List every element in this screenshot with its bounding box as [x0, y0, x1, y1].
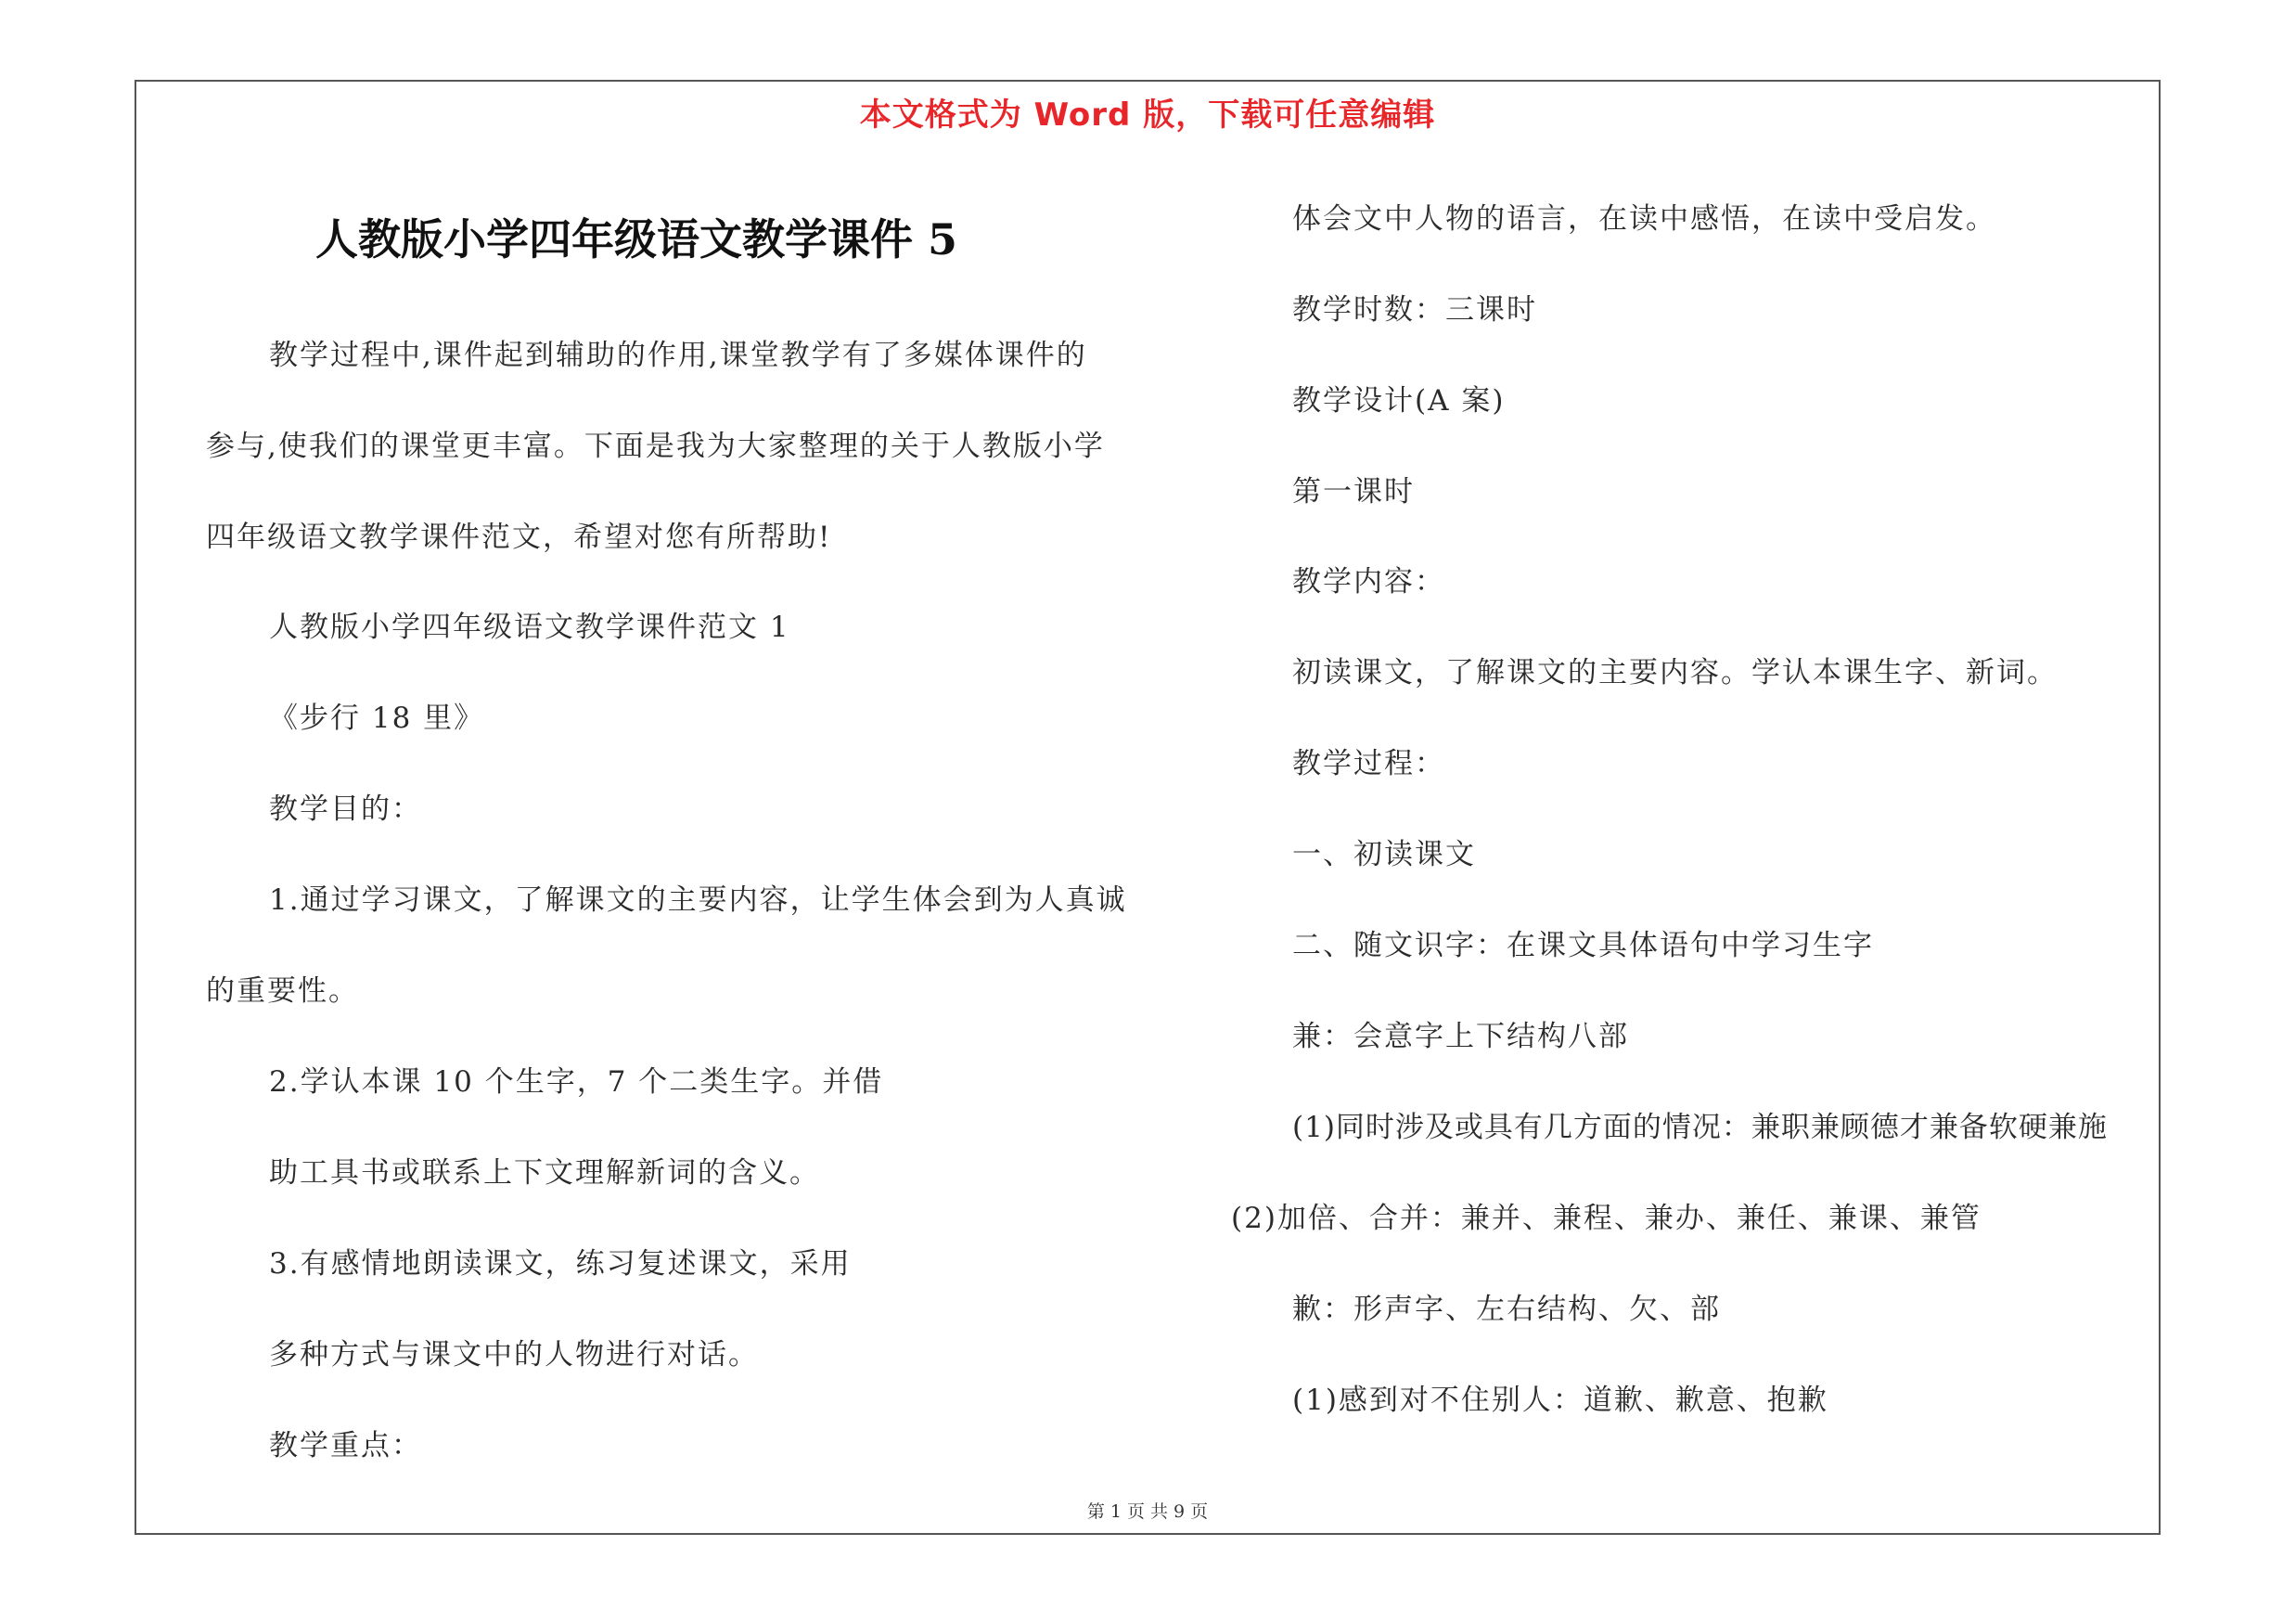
right-line-9: 二、随文识字：在课文具体语句中学习生字	[1292, 929, 1874, 962]
format-banner: 本文格式为 Word 版，下载可任意编辑	[859, 97, 1436, 134]
right-line-10: 兼：会意字上下结构八部	[1292, 1020, 1629, 1053]
right-line-14: (1)感到对不住别人：道歉、歉意、抱歉	[1292, 1384, 1828, 1417]
right-line-2: 教学时数：三课时	[1292, 293, 1537, 327]
left-line-6: 教学目的：	[269, 792, 422, 826]
right-line-3: 教学设计(A 案)	[1292, 384, 1506, 418]
left-line-9: 2.学认本课 10 个生字，7 个二类生字。并借	[269, 1065, 884, 1099]
left-line-7: 1.通过学习课文，了解课文的主要内容，让学生体会到为人真诚	[269, 883, 1127, 917]
page-number-footer: 第 1 页 共 9 页	[1086, 1501, 1209, 1522]
page-frame	[135, 80, 2161, 1535]
left-line-13: 教学重点：	[269, 1429, 422, 1462]
right-line-5: 教学内容：	[1292, 565, 1445, 599]
left-line-3: 四年级语文教学课件范文，希望对您有所帮助!	[206, 521, 832, 554]
left-line-1: 教学过程中,课件起到辅助的作用,课堂教学有了多媒体课件的	[269, 339, 1087, 372]
right-line-11: (1)同时涉及或具有几方面的情况：兼职兼顾德才兼备软硬兼施	[1292, 1111, 2108, 1144]
right-line-12: (2)加倍、合并：兼并、兼程、兼办、兼任、兼课、兼管	[1231, 1202, 1982, 1235]
document-title: 人教版小学四年级语文教学课件 5	[315, 214, 958, 264]
left-line-10: 助工具书或联系上下文理解新词的含义。	[269, 1156, 820, 1190]
right-line-6: 初读课文，了解课文的主要内容。学认本课生字、新词。	[1292, 656, 2058, 689]
left-line-5: 《步行 18 里》	[269, 702, 485, 735]
left-line-12: 多种方式与课文中的人物进行对话。	[269, 1338, 759, 1372]
right-line-4: 第一课时	[1292, 475, 1415, 509]
right-line-1: 体会文中人物的语言，在读中感悟，在读中受启发。	[1292, 202, 1996, 236]
left-line-11: 3.有感情地朗读课文，练习复述课文，采用	[269, 1247, 852, 1281]
right-line-8: 一、初读课文	[1292, 838, 1476, 871]
left-line-2: 参与,使我们的课堂更丰富。下面是我为大家整理的关于人教版小学	[206, 430, 1105, 463]
right-line-7: 教学过程：	[1292, 747, 1445, 780]
right-line-13: 歉：形声字、左右结构、欠、部	[1292, 1293, 1721, 1326]
left-line-8: 的重要性。	[206, 974, 359, 1008]
left-line-4: 人教版小学四年级语文教学课件范文 1	[269, 611, 790, 644]
